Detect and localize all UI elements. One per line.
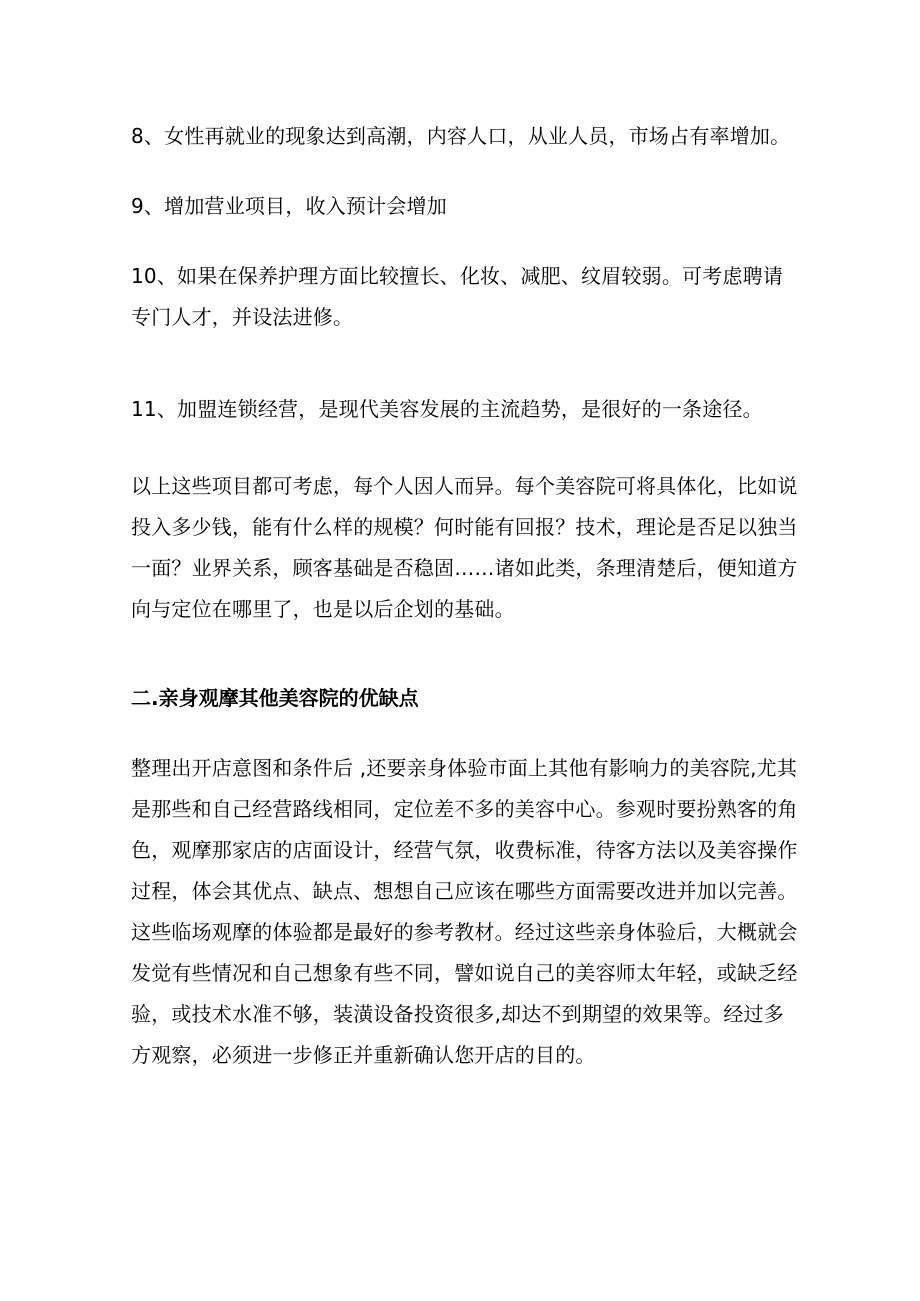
list-item-8: 8、女性再就业的现象达到高潮，内容人口，从业人员，市场占有率增加。 [131,124,791,148]
list-item-11: 11、加盟连锁经营，是现代美容发展的主流趋势，是很好的一条途径。 [131,397,763,421]
section-body-paragraph: 整理出开店意图和条件后 ,还要亲身体验市面上其他有影响力的美容院,尤其是那些和自己经营路线相同，定位差不多的美容中心。参观时要扮熟客的角色，观摩那家店的店面设计，经营气氛，收费标准，待客方法以及美容操作过程，体会其优点、缺点、想想自己应该在哪些方面需要改进并加以完善。这些临场观摩的体验都是最好的参考教材。经过这些亲身体验后，大概就会发觉有些情况和自己想象有些不同，譬如说自己的美容师太年轻，或缺乏经验，或技术水准不够，装潢设备投资很多,却达不到期望的效果等。经过多方观察，必须进一步修正并重新确认您开店的目的。 [131,756,798,1067]
section-heading: 二.亲身观摩其他美容院的优缺点 [131,686,419,710]
list-item-9: 9、增加营业项目，收入预计会增加 [131,194,447,218]
summary-paragraph: 以上这些项目都可考虑，每个人因人而异。每个美容院可将具体化，比如说投入多少钱，能有什么样的规模？何时能有回报？技术，理论是否足以独当一面？业界关系，顾客基础是否稳固……诸如此类，条理清楚后，便知道方向与定位在哪里了，也是以后企划的基础。 [131,474,798,621]
list-item-10: 10、如果在保养护理方面比较擅长、化妆、减肥、纹眉较弱。可考虑聘请专门人才，并设法进修。 [131,264,784,329]
